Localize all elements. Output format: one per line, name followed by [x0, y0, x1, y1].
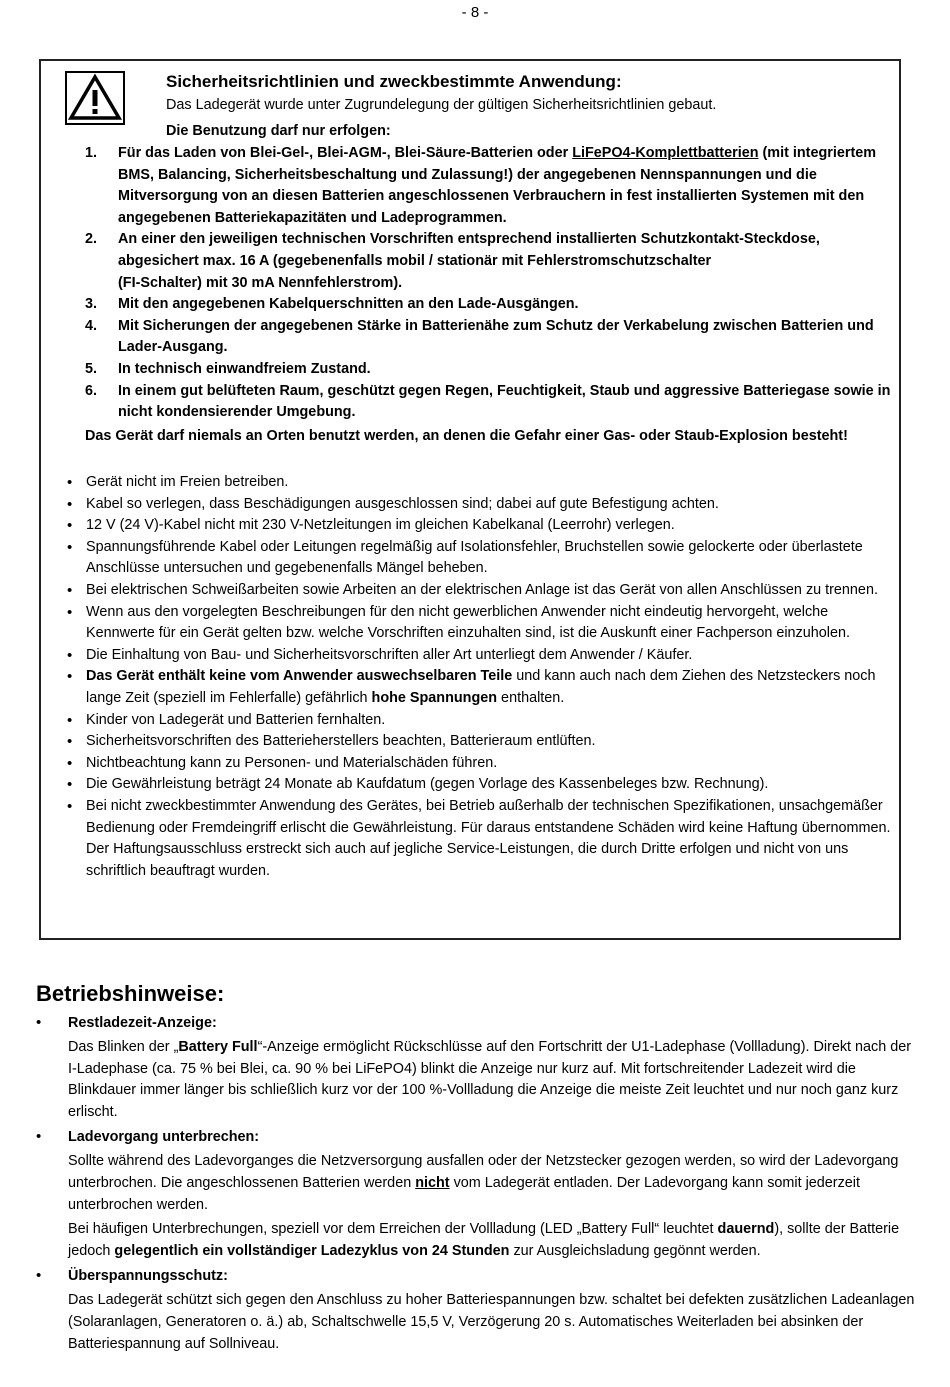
- usage-item: [85, 359, 895, 381]
- text-part: Sollte während des Ladevorganges die Netzversorgung ausfallen oder der Netzstecker gezogen werden, so wird der Ladevorgang unterbrochen. Die angeschlossenen Batterien werden: [68, 1153, 899, 1191]
- item-number: 4.: [85, 317, 98, 334]
- ops-label: Überspannungsschutz:: [68, 1268, 228, 1285]
- lifepo4-link: LiFePO4-Komplettbatterien: [572, 145, 759, 161]
- item-text: (mit integriertem BMS, Balancing, Sicherheitsbeschaltung und Zulassung!) der angegebenen Nennspannungen und die Mitversorgung von an diesen Batterien angeschlossenen Verbrauchern in fest installierten Systemen mit den angegebenen Batteriekapazitäten und Ladeprogrammen.: [118, 145, 877, 226]
- usage-item: [85, 294, 895, 316]
- safety-title: Sicherheitsrichtlinien und zweckbestimmte Anwendung:: [166, 72, 622, 91]
- item-number: 1.: [85, 145, 98, 161]
- item-number: 2.: [85, 231, 98, 248]
- usage-list: [85, 143, 895, 424]
- item-number: 3.: [85, 296, 98, 313]
- warning-triangle-icon: [65, 71, 125, 125]
- bullet-item: [67, 666, 897, 709]
- bullet-text: enthalten.: [497, 689, 565, 706]
- bullet-item: • Bei nicht zweckbestimmter Anwendung des Gerätes, bei Betrieb außerhalb der technischen Spezifikationen, unsachgemäßer Bedienung oder Fremdeingriff erlischt die Gewährleistung. Für daraus entstandene Schäden wird keine Haftung übernommen. Der Haftungsausschluss erstreckt sich auch auf jegliche Service-Leistungen, die durch Dritte erfolgen und nicht von uns schriftlich beauftragt wurden.: [67, 796, 897, 882]
- ops-item-restladezeit: [36, 1012, 916, 1123]
- item-number: 5.: [85, 360, 98, 377]
- item-number: 6.: [85, 382, 98, 399]
- text-part: vom Ladegerät entladen. Der Ladevorgang kann somit jederzeit unterbrochen werden.: [68, 1174, 860, 1213]
- safety-box: [39, 59, 901, 940]
- usage-item: [85, 316, 895, 359]
- bullet-item: • Die Gewährleistung beträgt 24 Monate ab Kaufdatum (gegen Vorlage des Kassenbeleges bzw. Rechnung).: [67, 774, 897, 796]
- usage-item: [85, 143, 895, 229]
- bullet-bold: hohe Spannungen: [371, 689, 498, 706]
- text-bold: dauernd: [717, 1221, 775, 1238]
- ops-text: [68, 1037, 916, 1123]
- bullet-item: • Nichtbeachtung kann zu Personen- und Materialschäden führen.: [67, 753, 897, 775]
- bullet-item: • Spannungsführende Kabel oder Leitungen regelmäßig auf Isolationsfehler, Bruchstellen sowie gelockerte oder überlastete Anschlüsse untersuchen und gegebenenfalls Mängel beheben.: [67, 537, 897, 580]
- usage-item: [85, 381, 895, 424]
- item-text: Mit den angegebenen Kabelquerschnitten an den Lade-Ausgängen.: [118, 296, 579, 313]
- item-text: In technisch einwandfreiem Zustand.: [118, 360, 371, 377]
- bullet-bold: Das Gerät enthält keine vom Anwender auswechselbaren Teile: [86, 668, 513, 685]
- bullet-item: • 12 V (24 V)-Kabel nicht mit 230 V-Netzleitungen im gleichen Kabelkanal (Leerrohr) verlegen.: [67, 515, 897, 537]
- bullet-text: und kann auch nach dem Ziehen des Netzsteckers noch lange Zeit (speziell im Fehlerfalle) gefährlich: [86, 668, 876, 706]
- ops-item-ueberspannung: [36, 1265, 916, 1355]
- text-part: Bei häufigen Unterbrechungen, speziell vor dem Erreichen der Vollladung (LED „Battery Full“ leuchtet: [68, 1221, 718, 1238]
- bullet-item: • Gerät nicht im Freien betreiben.: [67, 472, 897, 494]
- bullet-item: • Kabel so verlegen, dass Beschädigungen ausgeschlossen sind; dabei auf gute Befestigung achten.: [67, 494, 897, 516]
- bullet-item: • Die Einhaltung von Bau- und Sicherheitsvorschriften aller Art unterliegt dem Anwender / Käufer.: [67, 645, 897, 667]
- text-bold-underline: nicht: [415, 1174, 450, 1191]
- safety-bullets: [67, 472, 897, 882]
- text-part: “-Anzeige ermöglicht Rückschlüsse auf den Fortschritt der U1-Ladephase (Vollladung). Direkt nach der I-Ladephase (ca. 75 % bei Blei, ca. 90 % bei LiFePO4) blinkt die Anzeige nur kurz auf. Mit fortschreitender Ladezeit wird die Blinkdauer immer länger bis schließlich kurz vor der 100 %-Vollladung die Anzeige die meiste Zeit leuchtet und nur noch ganz kurz erlischt.: [68, 1039, 912, 1120]
- ops-item-unterbrechen: [36, 1126, 916, 1262]
- text-part: zur Ausgleichsladung gegönnt werden.: [509, 1242, 761, 1259]
- text-part: ), sollte der Batterie jedoch: [68, 1221, 900, 1259]
- operation-section: [36, 1012, 916, 1358]
- item-text: Für das Laden von Blei-Gel-, Blei-AGM-, Blei-Säure-Batterien oder: [118, 145, 573, 161]
- operation-title: Betriebshinweise:: [36, 981, 225, 1006]
- safety-header: [166, 70, 886, 144]
- ops-label: Restladezeit-Anzeige:: [68, 1015, 217, 1031]
- item-text: In einem gut belüfteten Raum, geschützt gegen Regen, Feuchtigkeit, Staub und aggressive Batteriegase sowie in nicht kondensierender Umgebung.: [118, 382, 891, 421]
- explosion-warning: Das Gerät darf niemals an Orten benutzt werden, an denen die Gefahr einer Gas- oder Staub-Explosion besteht!: [85, 428, 848, 444]
- ops-text: [68, 1151, 916, 1216]
- item-text: An einer den jeweiligen technischen Vorschriften entsprechend installierten Schutzkontakt-Steckdose, abgesichert max. 16 A (gegebenenfalls mobil / stationär mit Fehlerstromschutzschalter: [118, 231, 820, 269]
- ops-label: Ladevorgang unterbrechen:: [68, 1129, 260, 1146]
- bullet-item: • Wenn aus den vorgelegten Beschreibungen für den nicht gewerblichen Anwender nicht eindeutig hervorgeht, welche Kennwerte für ein Gerät gelten bzw. welche Vorschriften einzuhalten sind, ist die Auskunft einer Fachperson einzuholen.: [67, 602, 897, 645]
- text-bold: Battery Full: [178, 1039, 258, 1055]
- bullet-item: • Kinder von Ladegerät und Batterien fernhalten.: [67, 710, 897, 732]
- bullet-icon: •: [36, 1128, 42, 1146]
- text-bold: gelegentlich ein vollständiger Ladezyklus von 24 Stunden: [114, 1242, 510, 1259]
- bullet-item: • Bei elektrischen Schweißarbeiten sowie Arbeiten an der elektrischen Anlage ist das Gerät von allen Anschlüssen zu trennen.: [67, 580, 897, 602]
- ops-text: Das Ladegerät schützt sich gegen den Anschluss zu hoher Batteriespannungen bzw. schaltet bei defekten zusätzlichen Ladeanlagen (Solaranlagen, Generatoren o. ä.) ab, Schaltschwelle 15,5 V, Verzögerung 20 s. Automatisches Weiterladen bei absinken der Batteriespannung auf Sollniveau.: [68, 1292, 915, 1352]
- usage-item: [85, 229, 895, 294]
- bullet-icon: •: [36, 1014, 42, 1031]
- item-text: (FI-Schalter) mit 30 mA Nennfehlerstrom).: [118, 274, 403, 291]
- bullet-item: • Sicherheitsvorschriften des Batterieherstellers beachten, Batterieraum entlüften.: [67, 731, 897, 753]
- safety-subtitle: Das Ladegerät wurde unter Zugrundelegung der gültigen Sicherheitsrichtlinien gebaut.: [166, 97, 717, 113]
- ops-text: [68, 1219, 916, 1262]
- page-number: - 8 -: [461, 4, 489, 21]
- usage-heading: Die Benutzung darf nur erfolgen:: [166, 123, 391, 139]
- bullet-icon: •: [36, 1267, 42, 1285]
- text-part: Das Blinken der „: [68, 1039, 179, 1055]
- item-text: Mit Sicherungen der angegebenen Stärke in Batterienähe zum Schutz der Verkabelung zwischen Batterien und Lader-Ausgang.: [118, 317, 874, 356]
